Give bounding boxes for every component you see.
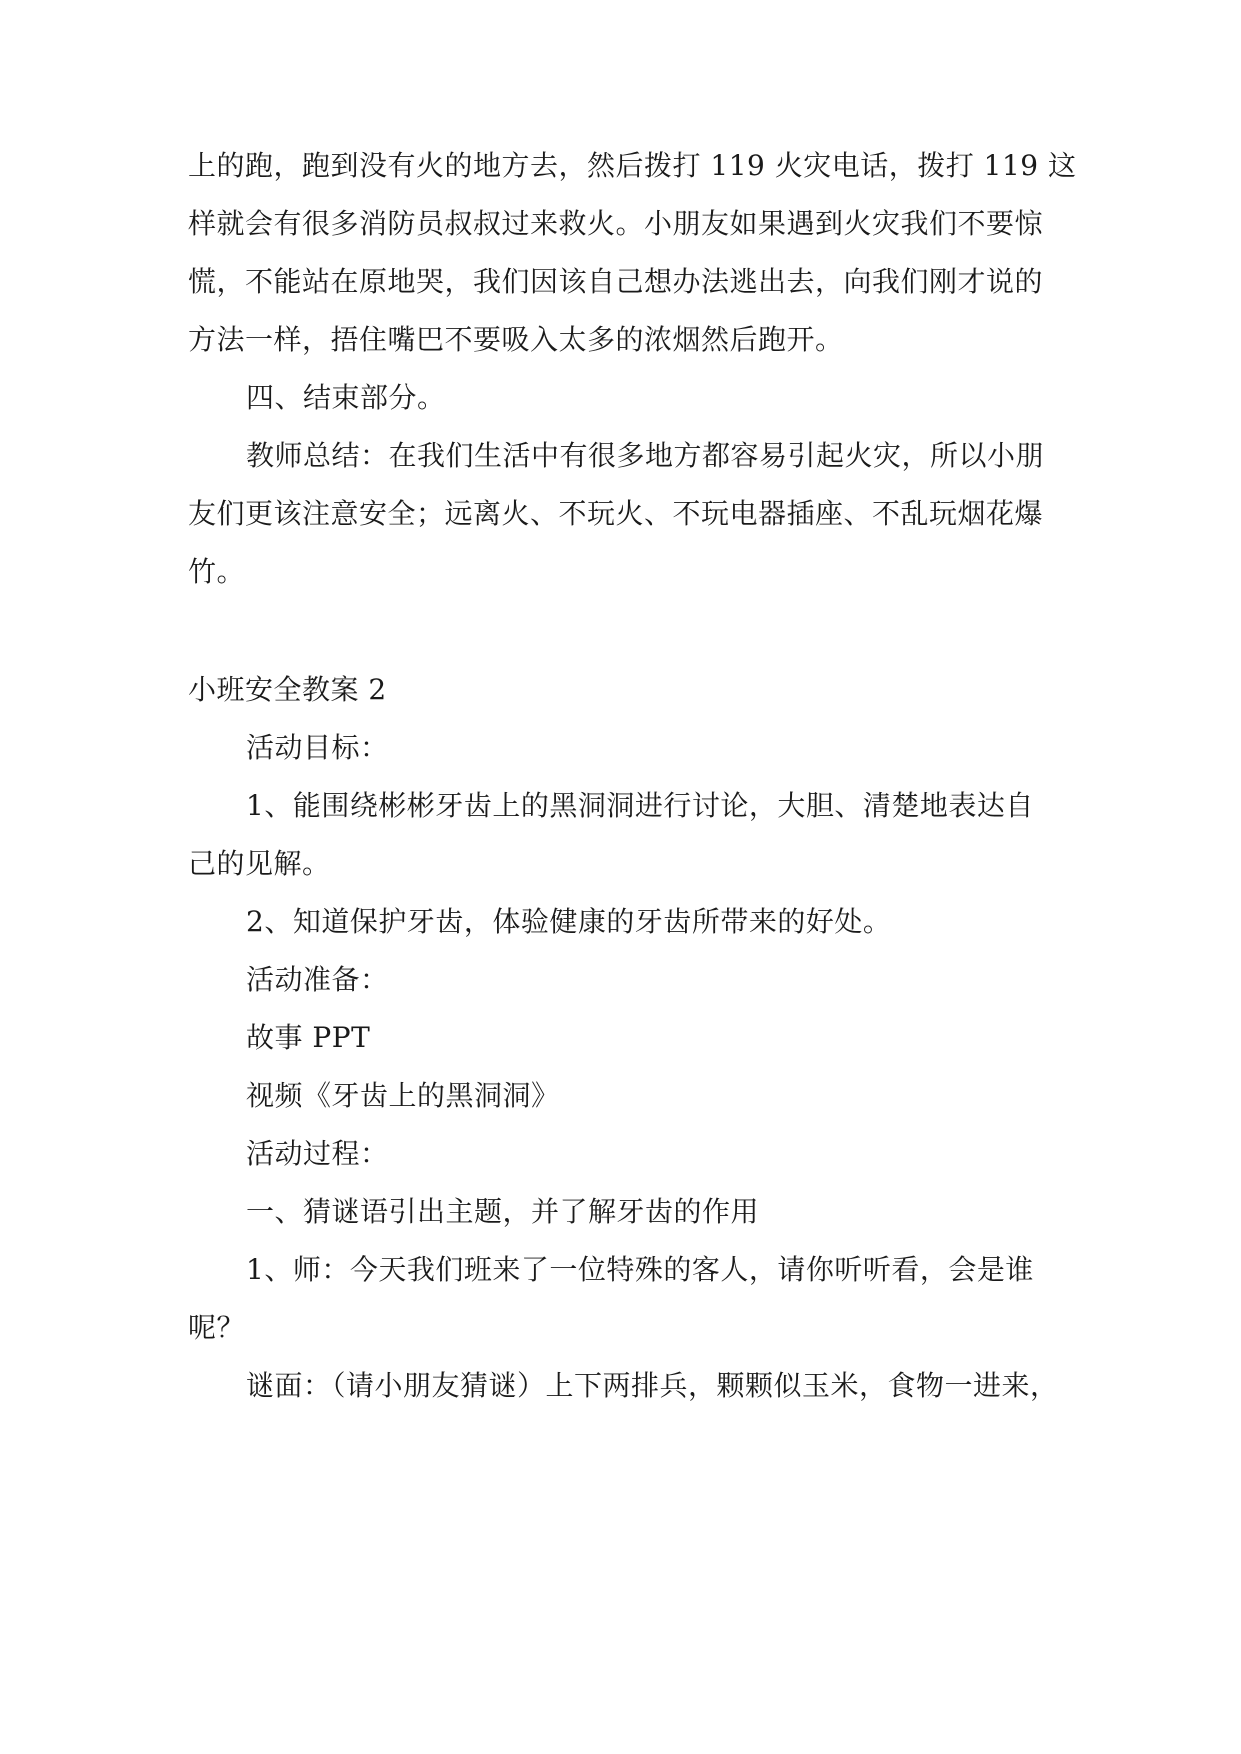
- paragraph-line: 竹。: [188, 555, 246, 588]
- paragraph-line: 样就会有很多消防员叔叔过来救火。小朋友如果遇到火灾我们不要惊: [188, 207, 1044, 240]
- paragraph-line: 友们更该注意安全；远离火、不玩火、不玩电器插座、不乱玩烟花爆: [188, 497, 1044, 530]
- section-label: 活动目标：: [246, 731, 389, 764]
- list-item-continuation: 己的见解。: [188, 847, 331, 880]
- document-title: 小班安全教案 2: [188, 673, 387, 706]
- paragraph-line: 教师总结：在我们生活中有很多地方都容易引起火灾，所以小朋: [246, 439, 1045, 472]
- paragraph-line: 上的跑，跑到没有火的地方去，然后拨打 119 火灾电话，拨打 119 这: [188, 149, 1077, 182]
- paragraph-line: 1、师：今天我们班来了一位特殊的客人，请你听听看，会是谁: [246, 1253, 1034, 1286]
- paragraph-line: 方法一样，捂住嘴巴不要吸入太多的浓烟然后跑开。: [188, 323, 844, 356]
- section-label: 活动过程：: [246, 1137, 389, 1170]
- list-item: 1、能围绕彬彬牙齿上的黑洞洞进行讨论，大胆、清楚地表达自: [246, 789, 1034, 822]
- paragraph-line: 谜面：（请小朋友猜谜）上下两排兵，颗颗似玉米，食物一进来，: [246, 1369, 1059, 1402]
- section-heading: 一、猜谜语引出主题，并了解牙齿的作用: [246, 1195, 760, 1228]
- list-item: 2、知道保护牙齿，体验健康的牙齿所带来的好处。: [246, 905, 892, 938]
- paragraph-line: 呢？: [188, 1311, 246, 1344]
- list-item: 视频《牙齿上的黑洞洞》: [246, 1079, 560, 1112]
- paragraph-line: 慌，不能站在原地哭，我们因该自己想办法逃出去，向我们刚才说的: [188, 265, 1044, 298]
- section-heading: 四、结束部分。: [246, 381, 446, 414]
- section-label: 活动准备：: [246, 963, 389, 996]
- list-item: 故事 PPT: [246, 1021, 371, 1054]
